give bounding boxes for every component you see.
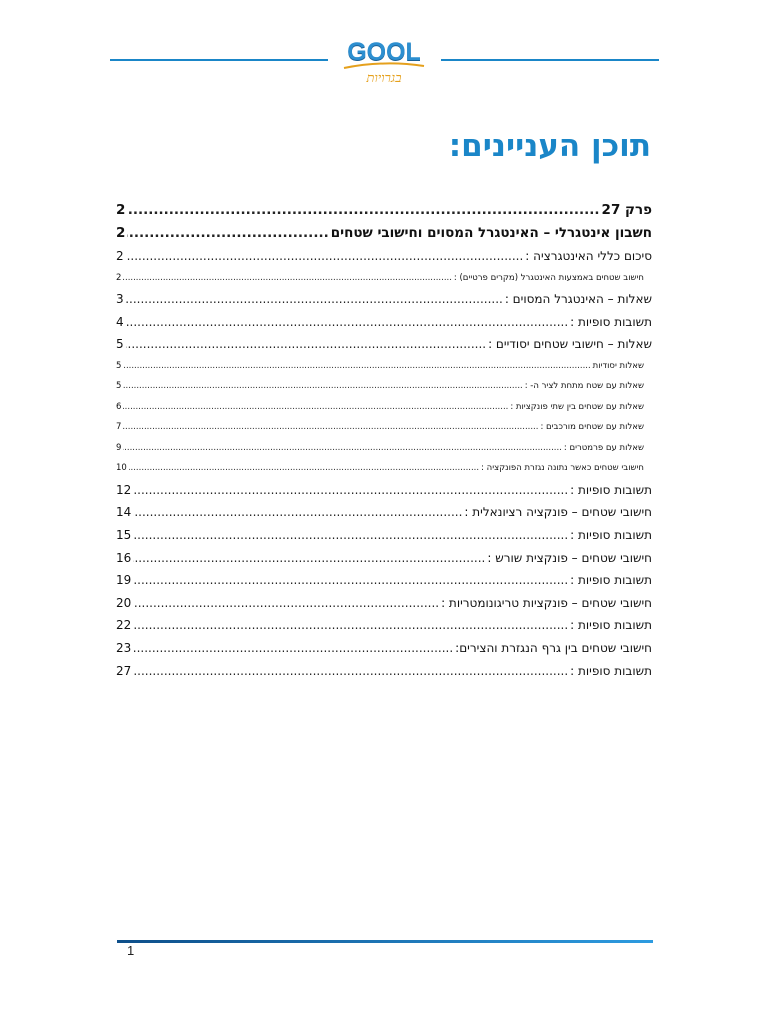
- toc-leader-dots: [123, 397, 508, 418]
- toc-leader-dots: [127, 222, 328, 245]
- toc-leader-dots: [133, 637, 453, 660]
- toc-entry[interactable]: [116, 637, 652, 660]
- toc-leader-dots: [133, 524, 568, 547]
- toc-entry[interactable]: [116, 417, 652, 438]
- toc-entry[interactable]: [116, 479, 652, 502]
- toc-entry-page: 7: [116, 422, 122, 433]
- toc-entry[interactable]: [116, 438, 652, 459]
- toc-leader-dots: [133, 569, 568, 592]
- toc-entry-title: תשובות סופיות :: [570, 573, 652, 588]
- toc-leader-dots: [133, 501, 462, 524]
- toc-entry-title: תשובות סופיות :: [570, 314, 652, 329]
- toc-entry[interactable]: [116, 569, 652, 592]
- toc-entry-page: 10: [116, 463, 127, 474]
- logo-subtext: בגרויות: [366, 71, 402, 86]
- toc-leader-dots: [123, 438, 561, 459]
- toc-entry-title: שאלות יסודיות: [592, 360, 644, 371]
- toc-entry-title: חישובי שטחים כאשר נתונה נגזרת הפונקציה :: [481, 463, 644, 474]
- logo-swoosh-icon: [342, 60, 426, 70]
- toc-entry-title: חישובי שטחים – פונקצית שורש :: [487, 550, 652, 565]
- toc-leader-dots: [133, 614, 568, 637]
- toc-entry-page: 5: [116, 360, 122, 371]
- toc-entry-page: 2: [116, 249, 124, 263]
- header-rule-right: [441, 59, 659, 61]
- toc-entry[interactable]: [116, 458, 652, 479]
- toc-entry-title: חשבון אינטגרלי – האינטגרל המסוים וחישובי שטחים: [330, 225, 652, 241]
- toc-entry[interactable]: [116, 268, 652, 289]
- toc-entry-title: שאלות עם שטחים בין שתי פונקציות :: [510, 401, 644, 412]
- toc-leader-dots: [123, 417, 538, 438]
- toc-leader-dots: [133, 479, 568, 502]
- toc-entry-page: 20: [116, 595, 132, 610]
- toc-leader-dots: [133, 660, 568, 683]
- toc-entry-page: 19: [116, 573, 132, 588]
- toc-entry-title: חישוב שטחים באמצעות האינטגרל (מקרים פרטיים) :: [453, 272, 644, 283]
- toc-leader-dots: [127, 199, 599, 222]
- toc-entry[interactable]: [116, 547, 652, 570]
- toc-entry-page: 23: [116, 641, 132, 656]
- toc-entry-title: תשובות סופיות :: [570, 618, 652, 633]
- toc-entry-page: 2: [116, 202, 126, 218]
- toc-entry[interactable]: [116, 356, 652, 377]
- toc-entry-page: 2: [116, 272, 122, 283]
- toc-entry[interactable]: [116, 199, 652, 222]
- header-rule-left: [110, 59, 328, 61]
- toc-entry-title: חישובי שטחים – פונקציות טריגונומטריות :: [441, 595, 652, 610]
- toc-leader-dots: [133, 547, 485, 570]
- toc-entry-page: 9: [116, 442, 122, 453]
- toc-entry-page: 22: [116, 618, 132, 633]
- toc-entry-title: תשובות סופיות :: [570, 663, 652, 678]
- toc-entry-title: פרק 27: [601, 202, 652, 218]
- toc-entry[interactable]: [116, 311, 652, 334]
- toc-entry-title: שאלות עם פרמטרים :: [563, 442, 644, 453]
- toc-entry-page: 5: [116, 337, 124, 352]
- toc-entry[interactable]: [116, 397, 652, 418]
- toc-entry[interactable]: [116, 592, 652, 615]
- toc-leader-dots: [133, 592, 439, 615]
- toc-leader-dots: [123, 376, 522, 397]
- toc-leader-dots: [126, 288, 503, 311]
- toc-entry-title: תשובות סופיות :: [570, 528, 652, 543]
- page-title: תוכן העניינים:: [448, 128, 651, 164]
- toc-entry-page: 3: [116, 292, 124, 307]
- toc-entry[interactable]: [116, 245, 652, 268]
- gool-logo: [336, 38, 432, 90]
- footer-rule: [117, 940, 653, 943]
- toc-entry[interactable]: [116, 333, 652, 356]
- toc-leader-dots: [126, 333, 486, 356]
- toc-leader-dots: [123, 268, 452, 289]
- toc-entry-page: 27: [116, 663, 132, 678]
- toc-entry[interactable]: [116, 524, 652, 547]
- toc-leader-dots: [129, 458, 479, 479]
- toc-entry-page: 16: [116, 550, 132, 565]
- toc-entry-page: 6: [116, 401, 122, 412]
- toc-entry-page: 2: [116, 225, 126, 241]
- toc-entry-title: תשובות סופיות :: [570, 482, 652, 497]
- toc-entry-title: שאלות עם שטחים מורכבים :: [540, 422, 644, 433]
- toc-entry-page: 14: [116, 505, 132, 520]
- toc-entry[interactable]: [116, 288, 652, 311]
- toc-entry[interactable]: [116, 614, 652, 637]
- toc-entry[interactable]: [116, 501, 652, 524]
- toc-entry-page: 4: [116, 314, 124, 329]
- toc-entry-page: 12: [116, 482, 132, 497]
- toc-entry-title: חישובי שטחים – פונקציה רציונאלית :: [464, 505, 652, 520]
- toc-leader-dots: [123, 356, 590, 377]
- toc-entry[interactable]: [116, 660, 652, 683]
- toc-entry-title: סיכום כללי האינטגרציה :: [525, 249, 652, 263]
- toc-entry-title: שאלות – האינטגרל המסוים :: [504, 292, 652, 307]
- logo-text: GOOL: [347, 38, 421, 66]
- toc-entry[interactable]: [116, 222, 652, 245]
- toc-entry-title: חישובי שטחים בין גרף הנגזרת והצירים:: [455, 641, 652, 656]
- toc-entry[interactable]: [116, 376, 652, 397]
- toc-leader-dots: [126, 245, 524, 268]
- toc-entry-title: שאלות עם שטח מתחת לציר ה- :: [524, 381, 644, 392]
- page-number: 1: [127, 943, 135, 958]
- toc-leader-dots: [126, 311, 569, 334]
- toc-entry-page: 15: [116, 528, 132, 543]
- toc-entry-title: שאלות – חישובי שטחים יסודיים :: [488, 337, 652, 352]
- table-of-contents: [116, 199, 652, 682]
- toc-entry-page: 5: [116, 381, 122, 392]
